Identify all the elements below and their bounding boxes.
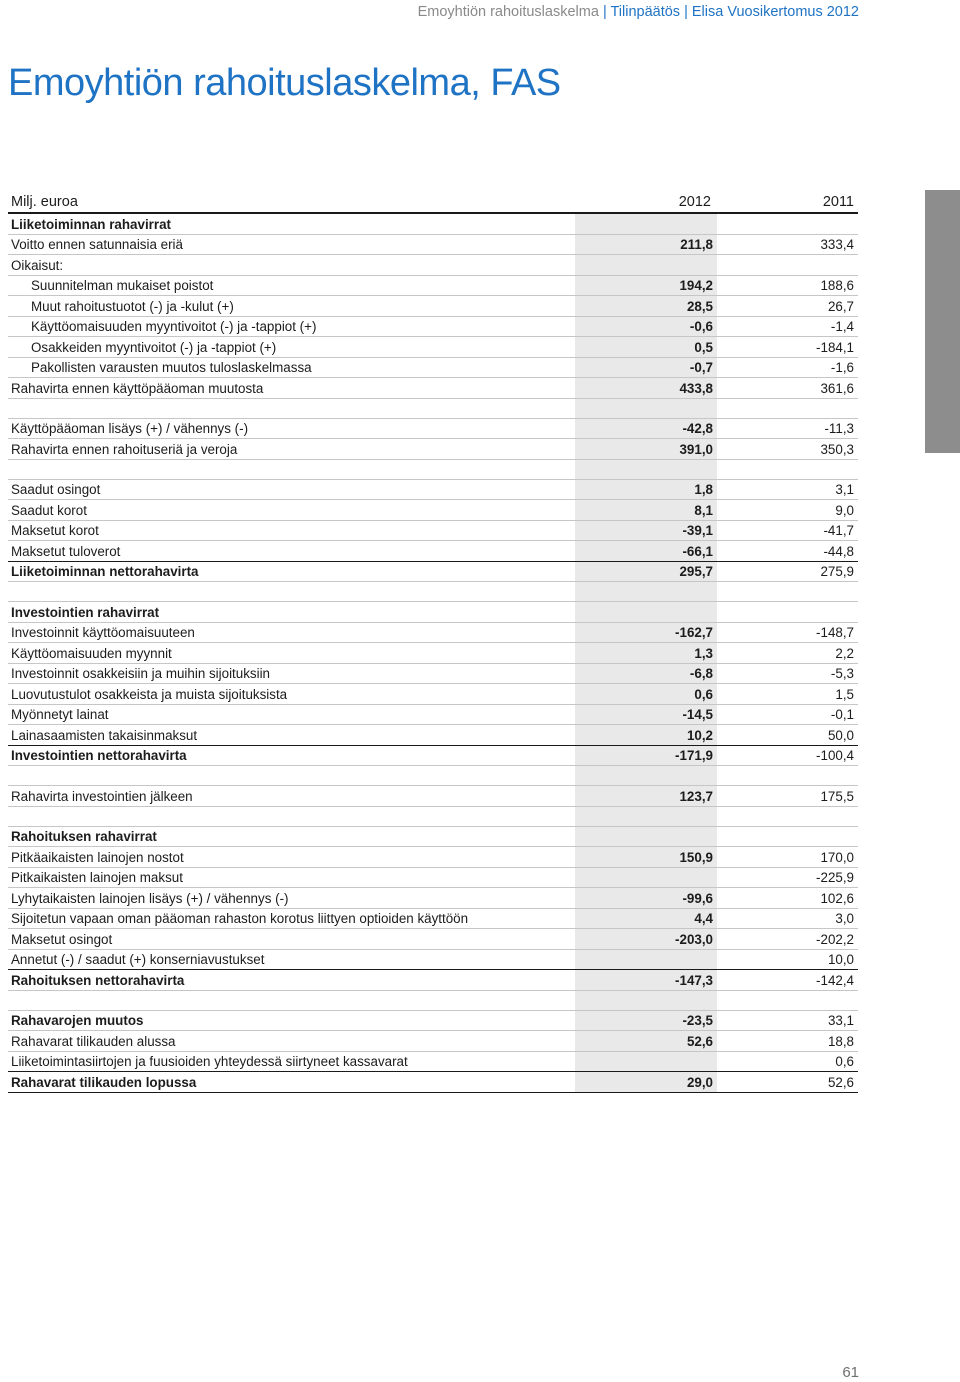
table-row [8, 949, 858, 970]
value-2012: 0,5 [575, 337, 717, 358]
value-2011: -225,9 [717, 867, 858, 888]
row-label: Rahavirta ennen käyttöpääoman muutosta [8, 378, 575, 399]
spacer-cell [575, 990, 717, 1010]
row-label: Rahavirta ennen rahoituseriä ja veroja [8, 439, 575, 460]
row-label: Rahavarat tilikauden alussa [8, 1031, 575, 1052]
value-2012: 295,7 [575, 561, 717, 582]
row-label: Saadut korot [8, 500, 575, 521]
table-row [8, 725, 858, 746]
value-2011: 10,0 [717, 949, 858, 970]
spacer-row [8, 398, 858, 418]
table-row [8, 479, 858, 500]
row-label: Käyttöomaisuuden myynnit [8, 643, 575, 664]
row-label: Investointien rahavirrat [8, 602, 575, 623]
table-row [8, 745, 858, 766]
row-label: Rahoituksen rahavirrat [8, 826, 575, 847]
value-2011: -202,2 [717, 929, 858, 950]
page-number: 61 [842, 1364, 859, 1381]
row-label: Liiketoiminnan rahavirrat [8, 213, 575, 234]
row-label: Käyttöomaisuuden myyntivoitot (-) ja -tappiot (+) [8, 316, 575, 337]
table-row [8, 888, 858, 909]
value-2012: 10,2 [575, 725, 717, 746]
value-2012: -39,1 [575, 520, 717, 541]
value-2011: 1,5 [717, 684, 858, 705]
table-row [8, 622, 858, 643]
value-2011: 333,4 [717, 234, 858, 255]
spacer-cell [8, 582, 575, 602]
row-label: Lainasaamisten takaisinmaksut [8, 725, 575, 746]
unit-label: Milj. euroa [8, 186, 575, 213]
value-2011: 33,1 [717, 1010, 858, 1031]
value-2012: 0,6 [575, 684, 717, 705]
value-2011 [717, 826, 858, 847]
table-row [8, 541, 858, 562]
spacer-row [8, 459, 858, 479]
row-label: Käyttöpääoman lisäys (+) / vähennys (-) [8, 418, 575, 439]
value-2012 [575, 602, 717, 623]
table-header-row [8, 186, 858, 213]
table-row [8, 704, 858, 725]
table-row [8, 970, 858, 991]
table-row [8, 1072, 858, 1093]
table-row [8, 520, 858, 541]
value-2012: 391,0 [575, 439, 717, 460]
row-label: Suunnitelman mukaiset poistot [8, 275, 575, 296]
value-2011: 175,5 [717, 786, 858, 807]
spacer-cell [575, 582, 717, 602]
spacer-cell [8, 398, 575, 418]
row-label: Osakkeiden myyntivoitot (-) ja -tappiot (+) [8, 337, 575, 358]
value-2012: -0,7 [575, 357, 717, 378]
table-row [8, 847, 858, 868]
spacer-cell [717, 990, 858, 1010]
table-row [8, 439, 858, 460]
value-2012: -162,7 [575, 622, 717, 643]
value-2011 [717, 255, 858, 276]
value-2012 [575, 1051, 717, 1072]
value-2012 [575, 826, 717, 847]
value-2012: -66,1 [575, 541, 717, 562]
value-2011: 102,6 [717, 888, 858, 909]
value-2012 [575, 213, 717, 234]
value-2011: 170,0 [717, 847, 858, 868]
value-2012: 29,0 [575, 1072, 717, 1093]
value-2011: 275,9 [717, 561, 858, 582]
value-2011: -184,1 [717, 337, 858, 358]
row-label: Liiketoimintasiirtojen ja fuusioiden yhteydessä siirtyneet kassavarat [8, 1051, 575, 1072]
spacer-row [8, 582, 858, 602]
value-2012: 52,6 [575, 1031, 717, 1052]
row-label: Saadut osingot [8, 479, 575, 500]
row-label: Maksetut korot [8, 520, 575, 541]
table-row [8, 1031, 858, 1052]
table-row [8, 255, 858, 276]
table-row [8, 867, 858, 888]
running-header [418, 4, 859, 20]
row-label: Lyhytaikaisten lainojen lisäys (+) / vähennys (-) [8, 888, 575, 909]
table-row [8, 316, 858, 337]
value-2012 [575, 255, 717, 276]
spacer-cell [717, 398, 858, 418]
value-2012: -23,5 [575, 1010, 717, 1031]
spacer-cell [575, 398, 717, 418]
table-row [8, 418, 858, 439]
value-2011 [717, 602, 858, 623]
spacer-cell [575, 459, 717, 479]
table-row [8, 275, 858, 296]
table-body [8, 213, 858, 1092]
table-row [8, 500, 858, 521]
value-2012: 150,9 [575, 847, 717, 868]
header-crumb-vuosikertomus: | Elisa Vuosikertomus 2012 [684, 4, 859, 20]
row-label: Rahavarojen muutos [8, 1010, 575, 1031]
value-2011: -0,1 [717, 704, 858, 725]
table-row [8, 826, 858, 847]
column-header-2011: 2011 [717, 186, 858, 213]
value-2012: 1,8 [575, 479, 717, 500]
row-label: Rahoituksen nettorahavirta [8, 970, 575, 991]
row-label: Rahavarat tilikauden lopussa [8, 1072, 575, 1093]
table-row [8, 602, 858, 623]
table-row [8, 213, 858, 234]
value-2012: 211,8 [575, 234, 717, 255]
table-row [8, 786, 858, 807]
value-2011: 9,0 [717, 500, 858, 521]
spacer-cell [575, 806, 717, 826]
header-section: Emoyhtiön rahoituslaskelma [417, 4, 599, 20]
value-2011: -148,7 [717, 622, 858, 643]
value-2011: 361,6 [717, 378, 858, 399]
value-2011: -1,6 [717, 357, 858, 378]
row-label: Pitkäaikaisten lainojen nostot [8, 847, 575, 868]
column-header-2012: 2012 [575, 186, 717, 213]
row-label: Myönnetyt lainat [8, 704, 575, 725]
value-2012: 433,8 [575, 378, 717, 399]
page-title: Emoyhtiön rahoituslaskelma, FAS [8, 62, 561, 104]
value-2012: -0,6 [575, 316, 717, 337]
table-row [8, 1010, 858, 1031]
value-2011: 350,3 [717, 439, 858, 460]
row-label: Pitkaikaisten lainojen maksut [8, 867, 575, 888]
spacer-cell [717, 806, 858, 826]
value-2012: -147,3 [575, 970, 717, 991]
value-2012: -6,8 [575, 663, 717, 684]
table-row [8, 561, 858, 582]
row-label: Pakollisten varausten muutos tuloslaskelmassa [8, 357, 575, 378]
value-2012 [575, 867, 717, 888]
table-row [8, 234, 858, 255]
spacer-cell [717, 766, 858, 786]
spacer-cell [575, 766, 717, 786]
row-label: Investoinnit käyttöomaisuuteen [8, 622, 575, 643]
row-label: Oikaisut: [8, 255, 575, 276]
row-label: Rahavirta investointien jälkeen [8, 786, 575, 807]
row-label: Liiketoiminnan nettorahavirta [8, 561, 575, 582]
value-2012: -14,5 [575, 704, 717, 725]
value-2012: 123,7 [575, 786, 717, 807]
value-2011 [717, 213, 858, 234]
value-2011: 52,6 [717, 1072, 858, 1093]
value-2012: 4,4 [575, 908, 717, 929]
value-2012: -99,6 [575, 888, 717, 909]
spacer-cell [8, 766, 575, 786]
value-2011: -11,3 [717, 418, 858, 439]
row-label: Luovutustulot osakkeista ja muista sijoituksista [8, 684, 575, 705]
spacer-cell [717, 582, 858, 602]
value-2012: 8,1 [575, 500, 717, 521]
row-label: Sijoitetun vapaan oman pääoman rahaston korotus liittyen optioiden käyttöön [8, 908, 575, 929]
value-2012: 194,2 [575, 275, 717, 296]
spacer-row [8, 766, 858, 786]
value-2012 [575, 949, 717, 970]
value-2011: 18,8 [717, 1031, 858, 1052]
value-2011: 50,0 [717, 725, 858, 746]
table-row [8, 929, 858, 950]
spacer-cell [8, 459, 575, 479]
row-label: Maksetut osingot [8, 929, 575, 950]
table-row [8, 357, 858, 378]
spacer-row [8, 990, 858, 1010]
value-2011: -100,4 [717, 745, 858, 766]
table-row [8, 684, 858, 705]
value-2011: 26,7 [717, 296, 858, 317]
row-label: Annetut (-) / saadut (+) konserniavustukset [8, 949, 575, 970]
table-row [8, 908, 858, 929]
value-2011: -41,7 [717, 520, 858, 541]
table-row [8, 378, 858, 399]
spacer-cell [717, 459, 858, 479]
row-label: Voitto ennen satunnaisia eriä [8, 234, 575, 255]
value-2012: -42,8 [575, 418, 717, 439]
value-2012: 28,5 [575, 296, 717, 317]
table-row [8, 337, 858, 358]
value-2011: -44,8 [717, 541, 858, 562]
row-label: Muut rahoitustuotot (-) ja -kulut (+) [8, 296, 575, 317]
table-row [8, 643, 858, 664]
value-2011: 3,0 [717, 908, 858, 929]
cash-flow-table [8, 186, 858, 1093]
row-label: Maksetut tuloverot [8, 541, 575, 562]
spacer-row [8, 806, 858, 826]
table-row [8, 663, 858, 684]
spacer-cell [8, 990, 575, 1010]
header-crumb-tilinpaatos: | Tilinpäätös [602, 4, 681, 20]
spacer-cell [8, 806, 575, 826]
value-2011: 3,1 [717, 479, 858, 500]
row-label: Investointien nettorahavirta [8, 745, 575, 766]
value-2011: 0,6 [717, 1051, 858, 1072]
value-2011: 188,6 [717, 275, 858, 296]
row-label: Investoinnit osakkeisiin ja muihin sijoituksiin [8, 663, 575, 684]
value-2011: -142,4 [717, 970, 858, 991]
side-tab-marker [925, 190, 960, 453]
value-2011: 2,2 [717, 643, 858, 664]
table-row [8, 296, 858, 317]
value-2011: -1,4 [717, 316, 858, 337]
table-row [8, 1051, 858, 1072]
value-2012: -203,0 [575, 929, 717, 950]
value-2011: -5,3 [717, 663, 858, 684]
value-2012: 1,3 [575, 643, 717, 664]
value-2012: -171,9 [575, 745, 717, 766]
